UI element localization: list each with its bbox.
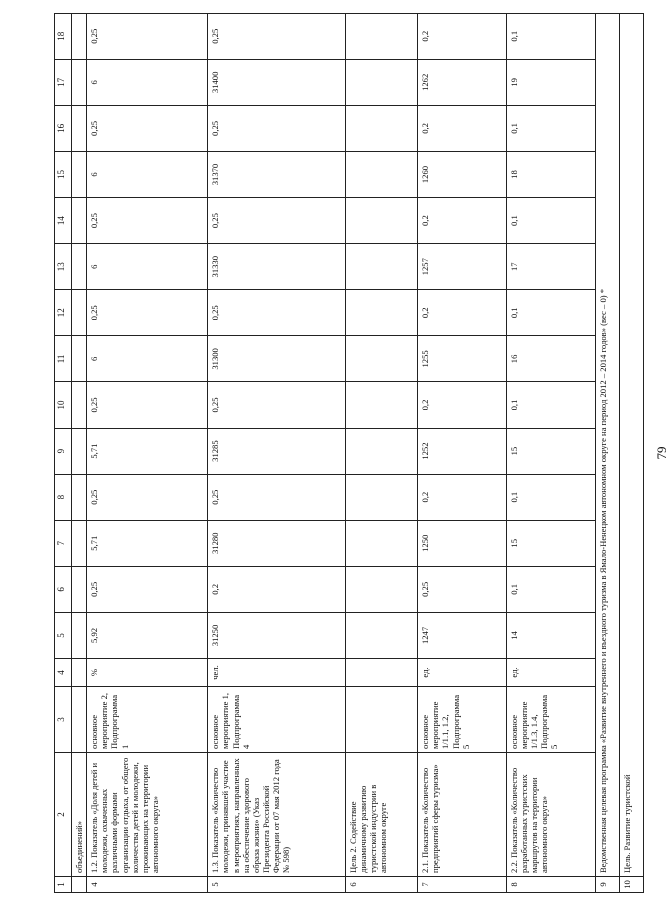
- value-cell: 1260: [418, 151, 507, 197]
- value-cell: [72, 105, 87, 151]
- value-cell: 6: [87, 59, 208, 105]
- section-title-cell: Цель. Развитие туристской: [619, 13, 643, 876]
- value-cell: [345, 59, 418, 105]
- indicator-name-cell: 2.1. Показатель «Количество предприятий сферы туризма»: [418, 752, 507, 876]
- column-header: 16: [55, 105, 72, 151]
- value-cell: [345, 243, 418, 289]
- column-header: 12: [55, 289, 72, 335]
- unit-cell: ед.: [418, 658, 507, 686]
- column-header: 9: [55, 428, 72, 474]
- value-cell: 0,2: [418, 105, 507, 151]
- value-cell: 31300: [208, 335, 345, 381]
- row-number-cell: [72, 876, 87, 892]
- value-cell: 0,25: [208, 13, 345, 59]
- value-cell: 0,25: [87, 197, 208, 243]
- value-cell: 6: [87, 243, 208, 289]
- value-cell: 0,25: [208, 105, 345, 151]
- value-cell: [72, 243, 87, 289]
- table-row: [72, 13, 87, 892]
- header-row: [55, 13, 72, 892]
- value-cell: [345, 612, 418, 658]
- table-row: [345, 13, 418, 892]
- value-cell: [345, 105, 418, 151]
- value-cell: 0,25: [87, 474, 208, 520]
- value-cell: 0,25: [87, 566, 208, 612]
- value-cell: 1250: [418, 520, 507, 566]
- value-cell: [72, 474, 87, 520]
- basis-cell: [345, 686, 418, 752]
- section-title-cell: Ведомственная целевая программа «Развитие внутреннего и въездного туризма в Ямало-Ненецком автономном округе на период 2012 – 2014 годов» (вес – 0) *: [595, 13, 619, 876]
- value-cell: 0,1: [506, 197, 595, 243]
- rotated-sheet: [54, 13, 669, 893]
- value-cell: 0,25: [87, 381, 208, 427]
- table-row: [595, 13, 619, 892]
- value-cell: 0,2: [418, 381, 507, 427]
- value-cell: 0,1: [506, 566, 595, 612]
- basis-cell: основное мероприятие 1/1.3, 1.4, Подпрограмма 5: [506, 686, 595, 752]
- value-cell: 18: [506, 151, 595, 197]
- basis-cell: основное мероприятие 1/1.1, 1.2, Подпрограмма 5: [418, 686, 507, 752]
- value-cell: [345, 13, 418, 59]
- value-cell: 31250: [208, 612, 345, 658]
- value-cell: 0,2: [418, 474, 507, 520]
- value-cell: [72, 13, 87, 59]
- value-cell: 1257: [418, 243, 507, 289]
- value-cell: [345, 151, 418, 197]
- value-cell: 5,92: [87, 612, 208, 658]
- column-header: 2: [55, 752, 72, 876]
- unit-cell: %: [87, 658, 208, 686]
- basis-cell: [72, 686, 87, 752]
- value-cell: 15: [506, 428, 595, 474]
- indicator-name-cell: 2.2. Показатель «Количество разработанных туристских маршрутов на территории автономного округа»: [506, 752, 595, 876]
- column-header: 3: [55, 686, 72, 752]
- table-row: [87, 13, 208, 892]
- value-cell: 14: [506, 612, 595, 658]
- value-cell: 15: [506, 520, 595, 566]
- value-cell: 0,25: [418, 566, 507, 612]
- table-row: [619, 13, 643, 892]
- unit-cell: [72, 658, 87, 686]
- value-cell: 31400: [208, 59, 345, 105]
- value-cell: 0,1: [506, 474, 595, 520]
- row-number-cell: 7: [418, 876, 507, 892]
- value-cell: 31370: [208, 151, 345, 197]
- value-cell: [72, 520, 87, 566]
- value-cell: [345, 520, 418, 566]
- value-cell: [72, 335, 87, 381]
- value-cell: 1247: [418, 612, 507, 658]
- value-cell: [72, 428, 87, 474]
- value-cell: 31330: [208, 243, 345, 289]
- row-number-cell: 5: [208, 876, 345, 892]
- value-cell: [345, 428, 418, 474]
- column-header: 6: [55, 566, 72, 612]
- value-cell: [72, 289, 87, 335]
- row-number-cell: 8: [506, 876, 595, 892]
- value-cell: 16: [506, 335, 595, 381]
- row-number-cell: 10: [619, 876, 643, 892]
- row-number-cell: 9: [595, 876, 619, 892]
- value-cell: 19: [506, 59, 595, 105]
- page-frame: [54, 0, 669, 905]
- indicator-name-cell: 1.2. Показатель «Доля детей и молодежи, охваченных различными формами организации отдыха, от общего количества детей и молодежи, проживающих на территории автономного округа»: [87, 752, 208, 876]
- value-cell: 0,1: [506, 381, 595, 427]
- value-cell: 6: [87, 151, 208, 197]
- column-header: 15: [55, 151, 72, 197]
- unit-cell: [345, 658, 418, 686]
- value-cell: [345, 381, 418, 427]
- value-cell: [72, 151, 87, 197]
- value-cell: 0,2: [418, 289, 507, 335]
- table-row: [418, 13, 507, 892]
- value-cell: 0,1: [506, 289, 595, 335]
- value-cell: 0,25: [208, 381, 345, 427]
- row-number-cell: 4: [87, 876, 208, 892]
- indicator-name-cell: Цель 2. Содействие динамичному развитию туристской индустрии в автономном округе: [345, 752, 418, 876]
- value-cell: [345, 566, 418, 612]
- value-cell: 1252: [418, 428, 507, 474]
- value-cell: 1262: [418, 59, 507, 105]
- value-cell: [72, 612, 87, 658]
- column-header: 13: [55, 243, 72, 289]
- value-cell: 0,25: [208, 474, 345, 520]
- value-cell: [72, 59, 87, 105]
- column-header: 4: [55, 658, 72, 686]
- column-header: 11: [55, 335, 72, 381]
- value-cell: [72, 381, 87, 427]
- page-number: 79: [654, 446, 669, 459]
- value-cell: 0,1: [506, 13, 595, 59]
- value-cell: 0,25: [208, 197, 345, 243]
- value-cell: 0,1: [506, 105, 595, 151]
- indicator-name-cell: объединений»: [72, 752, 87, 876]
- value-cell: 31280: [208, 520, 345, 566]
- value-cell: 0,25: [87, 13, 208, 59]
- indicators-table: [54, 12, 644, 892]
- column-header: 1: [55, 876, 72, 892]
- column-header: 8: [55, 474, 72, 520]
- value-cell: [72, 566, 87, 612]
- value-cell: 31285: [208, 428, 345, 474]
- column-header: 5: [55, 612, 72, 658]
- table-row: [506, 13, 595, 892]
- value-cell: 0,2: [208, 566, 345, 612]
- indicator-name-cell: 1.3. Показатель «Количество молодежи, принявшей участие в мероприятиях, направленных на обеспечение здорового образа жизни» (Указ Президента Российской Федерации от 07 мая 2012 года № 598): [208, 752, 345, 876]
- value-cell: [345, 289, 418, 335]
- row-number-cell: 6: [345, 876, 418, 892]
- value-cell: 0,25: [208, 289, 345, 335]
- value-cell: [345, 474, 418, 520]
- table-body: [72, 13, 644, 892]
- basis-cell: основное мероприятие 2, Подпрограмма 1: [87, 686, 208, 752]
- basis-cell: основное мероприятие 1, Подпрограмма 4: [208, 686, 345, 752]
- value-cell: 6: [87, 335, 208, 381]
- value-cell: 0,25: [87, 105, 208, 151]
- column-header: 17: [55, 59, 72, 105]
- value-cell: 17: [506, 243, 595, 289]
- value-cell: [345, 197, 418, 243]
- column-header: 14: [55, 197, 72, 243]
- value-cell: 0,2: [418, 13, 507, 59]
- value-cell: [345, 335, 418, 381]
- value-cell: 1255: [418, 335, 507, 381]
- unit-cell: ед.: [506, 658, 595, 686]
- value-cell: 5,71: [87, 520, 208, 566]
- column-header: 18: [55, 13, 72, 59]
- column-header: 7: [55, 520, 72, 566]
- value-cell: 5,71: [87, 428, 208, 474]
- table-row: [208, 13, 345, 892]
- column-header: 10: [55, 381, 72, 427]
- unit-cell: чел.: [208, 658, 345, 686]
- value-cell: 0,25: [87, 289, 208, 335]
- value-cell: [72, 197, 87, 243]
- value-cell: 0,2: [418, 197, 507, 243]
